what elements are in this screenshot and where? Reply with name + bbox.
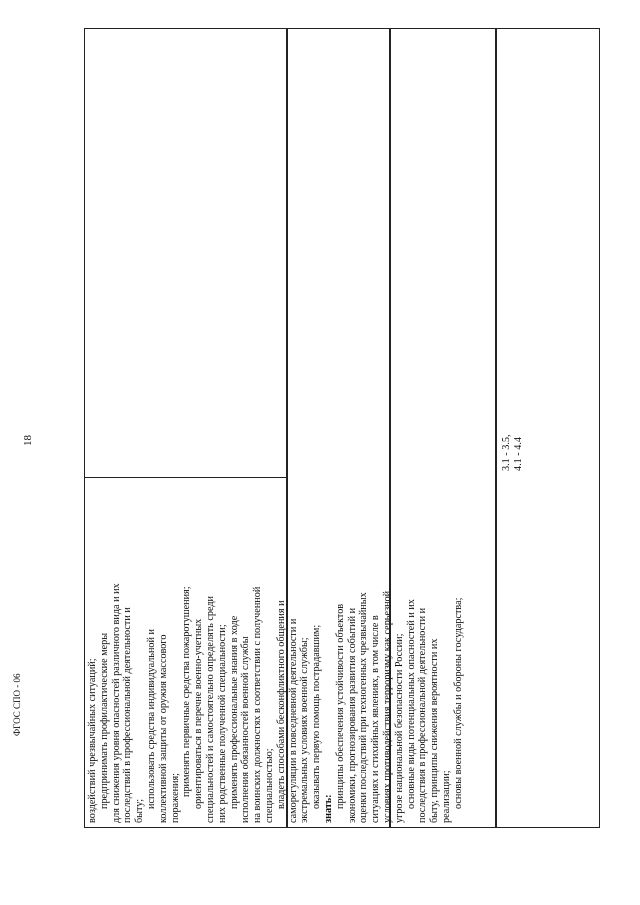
text-line: использовать средства индивидуальной и [145,629,157,809]
text-line: быту, принципы снижения вероятности их [429,638,441,823]
text-line: оказывать первую помощь пострадавшим; [311,624,323,809]
code-line: 4.1 - 4.4 [513,437,524,471]
page-number: 18 [22,435,34,446]
text-line: исполнения обязанностей военной службы [240,636,252,823]
rotated-table [84,28,600,828]
text-line: специальностей и самостоятельно определять среди [204,595,216,823]
text-line: ориентироваться в перечне военно-учетных [193,618,205,809]
footer-code: ФГОС СПО - 06 [12,673,22,736]
text-line: угрозе национальной безопасности России; [393,633,405,823]
text-line: специальностью; [263,748,275,823]
text-line: знать: [322,794,334,823]
text-line: ситуациях и стихийных явлениях, в том числе в [370,615,382,823]
table-row-empty-1 [287,28,390,828]
text-line: основные виды потенциальных опасностей и их [405,599,417,809]
text-line: условиях противодействия терроризму как серьезной [381,590,393,823]
text-line: применять профессиональные знания в ходе [228,615,240,809]
text-line: последствий в профессиональной деятельности и [122,607,134,823]
text-line: коллективной защиты от оружия массового [157,634,169,823]
table-row-codes [496,28,600,828]
competency-codes-cell [497,29,599,477]
text-line: последствия в профессиональной деятельности и [417,607,429,823]
text-line: оценки последствий при техногенных чрезвычайных [358,592,370,823]
text-line: применять первичные средства пожаротушения; [181,586,193,797]
text-line: быту; [134,798,146,823]
text-line: владеть способами бесконфликтного общения и [275,600,287,809]
competency-text-cell [85,477,464,827]
text-line: реализации; [440,770,452,823]
text-line: поражения; [169,772,181,823]
table-row-content [84,28,464,828]
text-line: основы военной службы и обороны государства; [452,597,464,809]
text-line: них родственные полученной специальности; [216,624,228,823]
text-line: экономики, прогнозирования развития событий и [346,607,358,823]
table-row-empty-2 [390,28,496,828]
text-line: саморегуляции в повседневной деятельности и [287,618,299,823]
text-line: предпринимать профилактические меры [98,632,110,809]
text-line: воздействий чрезвычайных ситуаций; [87,658,98,823]
text-line: экстремальных условиях военной службы; [299,637,311,823]
text-line: для снижения уровня опасностей различного вида и их [110,583,122,823]
text-line: на воинских должностях в соответствии с полученной [252,586,264,823]
text-line: принципы обеспечения устойчивости объектов [334,603,346,809]
code-line: 3.1 - 3.5, [501,434,512,471]
